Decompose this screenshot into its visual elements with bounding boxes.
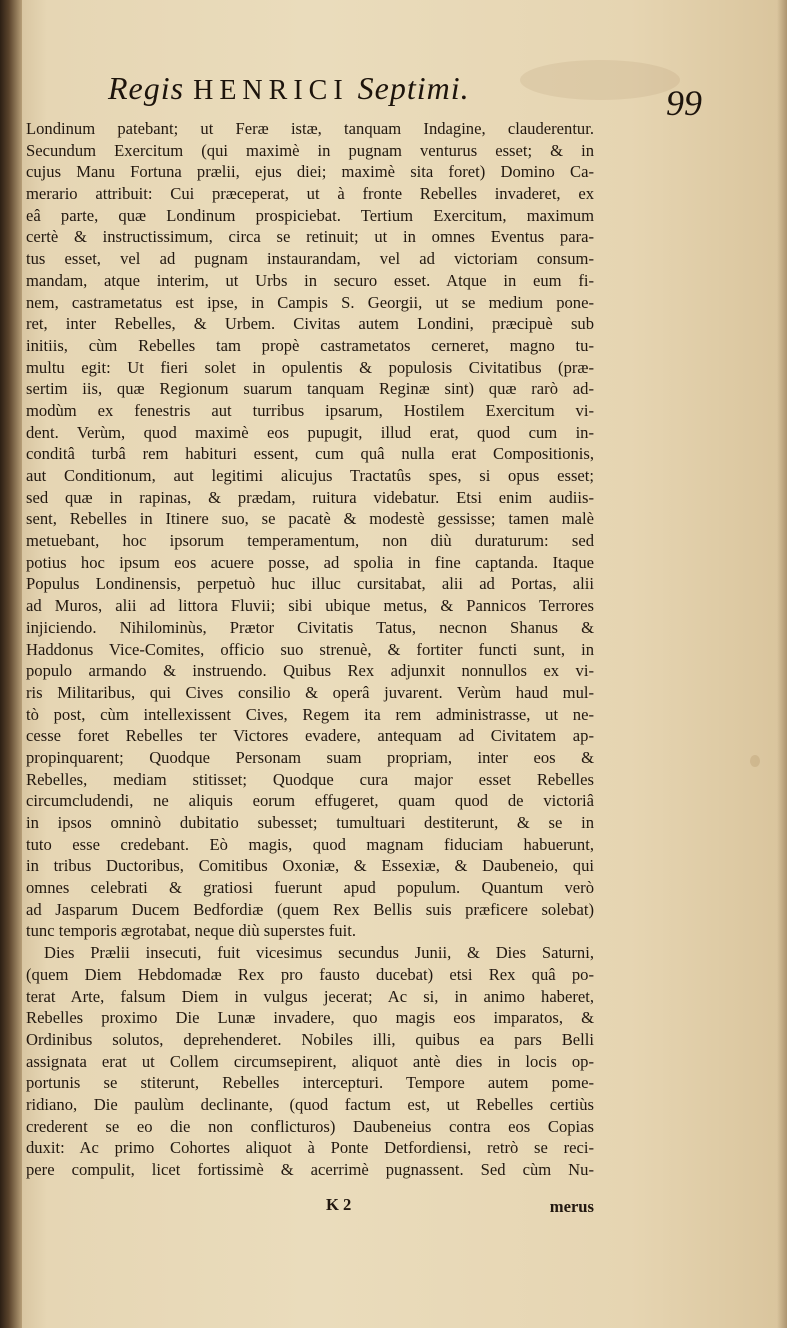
text-line: sertim iis, quæ Regionum suarum tanquam Reginæ sint) quæ rarò ad- (26, 379, 594, 399)
text-line: circumcludendi, ne aliquis eorum effugeret, quam quod de victoriâ (26, 791, 594, 811)
text-line: sed quæ in rapinas, & prædam, ruitura videbatur. Etsi enim audiis- (26, 487, 594, 507)
text-line: tunc temporis ægrotabat, neque diù superstes fuit. (26, 921, 356, 941)
running-head-caps: HENRICI (193, 75, 349, 106)
text-line: pere compulit, licet fortissimè & acerrimè pugnassent. Sed cùm Nu- (26, 1160, 594, 1179)
book-gutter (0, 0, 22, 1328)
running-head-post: Septimi. (357, 70, 470, 106)
text-line: ridiano, Die paulùm declinante, (quod factum est, ut Rebelles certiùs (26, 1094, 594, 1114)
page-number: 99 (666, 83, 702, 123)
text-line: eâ parte, quæ Londinum prospiciebat. Tertium Exercitum, maximum (26, 205, 594, 225)
text-line: potius hoc ipsum eos acuere posse, ad spolia in fine captanda. Itaque (26, 552, 594, 572)
text-line: tus esset, vel ad pugnam instaurandam, vel ad victoriam consum- (26, 249, 594, 269)
text-line: sent, Rebelles in Itinere suo, se pacatè & modestè gessisse; tamen malè (26, 509, 594, 529)
text-line: Ordinibus solutos, deprehenderet. Nobiles illi, quibus ea pars Belli (26, 1029, 594, 1049)
text-line: tuto esse credebant. Eò magis, quod magnam fiduciam habuerunt, (26, 834, 594, 854)
text-line: ad Muros, alii ad littora Fluvii; sibi ubique metus, & Pannicos Terrores (26, 596, 594, 616)
running-head (108, 70, 470, 107)
text-line: portunis se stiterunt, Rebelles intercepturi. Tempore autem pome- (26, 1073, 594, 1093)
text-line: dent. Verùm, quod maximè eos pupugit, illud erat, quod cum in- (26, 422, 594, 442)
text-line: in tribus Ductoribus, Comitibus Oxoniæ, & Essexiæ, & Daubeneio, qui (26, 856, 594, 876)
text-line: in ipsos omninò dubitatio subesset; tumultuari destiterunt, & se in (26, 813, 594, 832)
text-line: ret, inter Rebelles, & Urbem. Civitas autem Londini, præcipuè sub (26, 314, 594, 334)
text-line: aut Conditionum, aut legitimi alicujus Tractatûs spes, si opus esset; (26, 466, 594, 485)
text-line: injiciendo. Nihilominùs, Prætor Civitatis Tatus, necnon Shanus & (26, 617, 594, 637)
text-line: omnes celebrati & gratiosi fuerunt apud populum. Quantum verò (26, 878, 594, 898)
paper-stain (750, 755, 760, 767)
text-line: conditâ turbâ rem habituri essent, cum quâ nulla erat Compositionis, (26, 444, 594, 464)
body-text (26, 118, 594, 1181)
text-line: Secundum Exercitum (qui maximè in pugnam venturus esset; & in (26, 140, 594, 160)
text-line: mandam, atque interim, ut Urbs in securo esset. Atque in eum fi- (26, 270, 594, 290)
text-line: cesse foret Rebelles ter Victores evadere, antequam ad Civitatem ap- (26, 726, 594, 746)
text-line: assignata erat ut Collem circumsepirent, aliquot antè dies in locis op- (26, 1051, 594, 1071)
text-line: propinquarent; Quodque Personam suam propriam, inter eos & (26, 747, 594, 767)
text-line: Populus Londinensis, perpetuò huc illuc cursitabat, alii ad Portas, alii (26, 574, 594, 594)
signature-mark: K 2 (326, 1195, 352, 1214)
text-line: ad Jasparum Ducem Bedfordiæ (quem Rex Bellis suis præficere solebat) (26, 899, 594, 919)
text-line: duxit: Ac primo Cohortes aliquot à Ponte Detfordiensi, retrò se reci- (26, 1138, 594, 1158)
text-line: certè & instructissimum, circa se retinuit; ut in omnes Eventus para- (26, 227, 594, 247)
text-line: modùm ex fenestris aut turribus ipsarum, Hostilem Exercitum vi- (26, 400, 594, 420)
text-line: populo armando & instruendo. Quibus Rex adjunxit nonnullos ex vi- (26, 661, 594, 681)
text-line: Rebelles proximo Die Lunæ invadere, quo magis eos imparatos, & (26, 1008, 594, 1028)
text-line: (quem Diem Hebdomadæ Rex pro fausto ducebat) etsi Rex quâ po- (26, 964, 594, 984)
text-line: initiis, cùm Rebelles tam propè castrametatos cerneret, magno tu- (26, 335, 594, 355)
text-line: Londinum patebant; ut Feræ istæ, tanquam Indagine, clauderentur. (26, 119, 594, 138)
page-edge (777, 0, 787, 1328)
page-footer (26, 1195, 594, 1219)
text-line: Rebelles, mediam stitisset; Quodque cura major esset Rebelles (26, 769, 594, 789)
text-line: multu egit: Ut fieri solet in opulentis & populosis Civitatibus (præ- (26, 357, 594, 377)
catchword: merus (549, 1197, 594, 1216)
text-line: crederent se eo die non conflicturos) Daubeneius contra eos Copias (26, 1116, 594, 1136)
page-header (100, 70, 702, 123)
text-line: cujus Manu Fortuna prælii, ejus diei; maximè sita foret) Domino Ca- (26, 162, 594, 182)
running-head-pre: Regis (108, 70, 185, 106)
text-line: terat Arte, falsum Diem in vulgus jecerat; Ac si, in animo haberet, (26, 986, 594, 1006)
text-line: tò post, cùm intellexissent Cives, Regem ita rem administrasse, ut ne- (26, 704, 594, 724)
text-line: merario attribuit: Cui præceperat, ut à fronte Rebelles invaderet, ex (26, 184, 594, 204)
text-line: ris Militaribus, qui Cives consilio & operâ juvarent. Verùm haud mul- (26, 682, 594, 702)
text-line: Dies Prælii insecuti, fuit vicesimus secundus Junii, & Dies Saturni, (44, 943, 594, 963)
text-line: Haddonus Vice-Comites, officio suo strenuè, & fortiter functi sunt, in (26, 639, 594, 659)
text-line: nem, castrametatus est ipse, in Campis S. Georgii, ut se medium pone- (26, 292, 594, 312)
text-line: metuebant, hoc ipsorum temperamentum, non diù duraturum: sed (26, 531, 594, 551)
